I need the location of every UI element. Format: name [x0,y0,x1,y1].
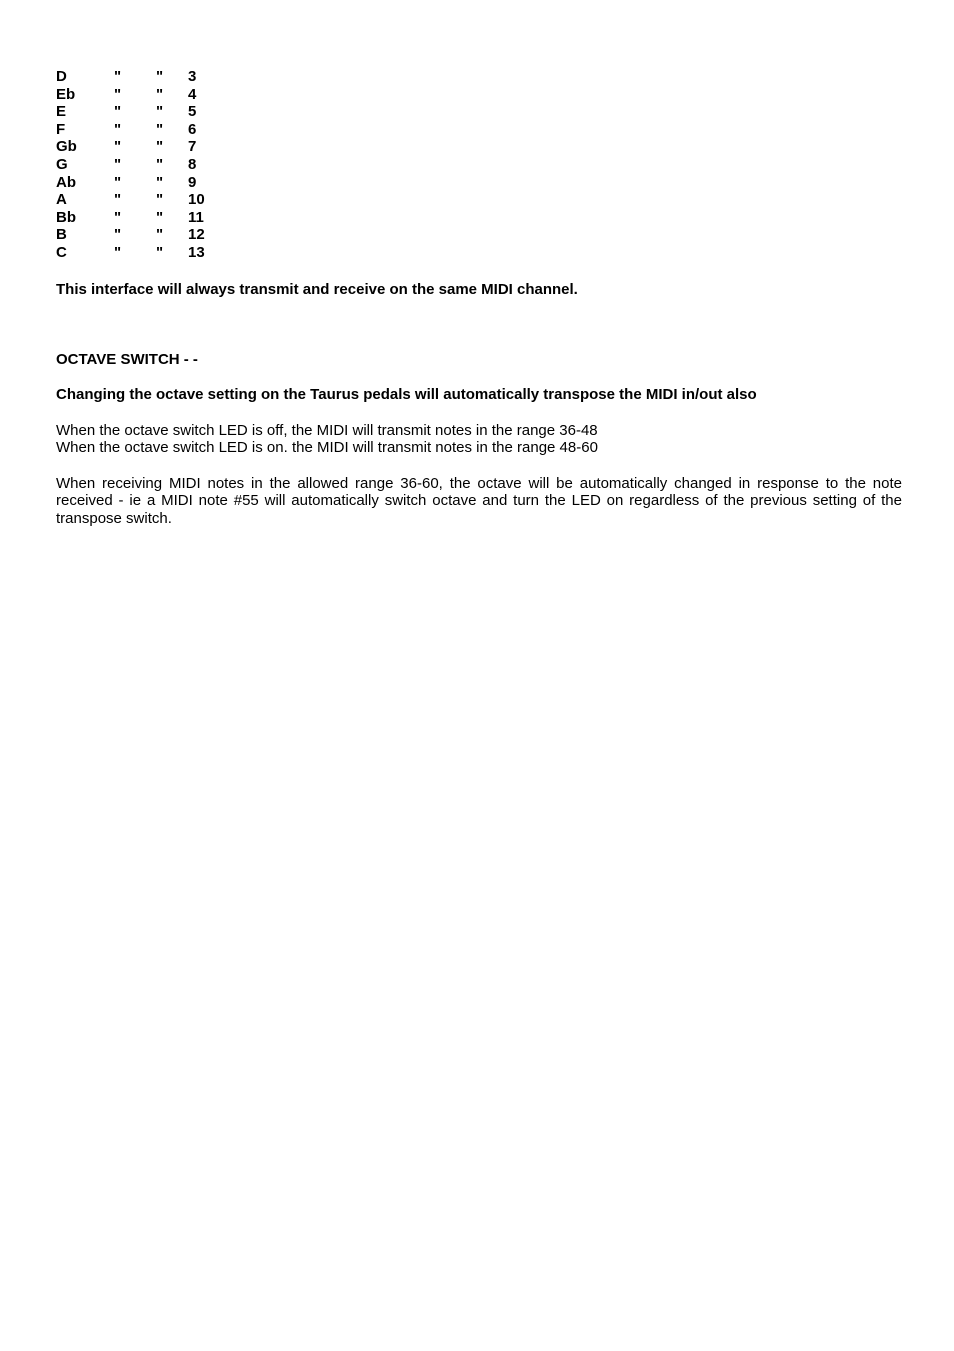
channel-number: 10 [188,191,205,209]
table-row [56,156,228,174]
section-heading: OCTAVE SWITCH - - [56,350,198,368]
ditto-mark: " [114,155,122,173]
channel-number: 9 [188,173,197,191]
table-row [56,138,228,156]
table-row [56,68,228,86]
ditto-mark: " [114,208,122,226]
note-channel-table [56,68,228,262]
document-page [56,68,902,527]
channel-number: 4 [188,85,197,103]
note-name: C [56,243,67,261]
table-row [56,191,228,209]
led-on-line: When the octave switch LED is on. the MIDI will transmit notes in the range 48-60 [56,439,598,457]
note-name: F [56,120,66,138]
ditto-mark: " [114,103,122,121]
note-name: D [56,68,67,85]
ditto-mark: " [156,173,164,191]
ditto-mark: " [114,85,122,103]
note-name: Gb [56,138,77,156]
ditto-mark: " [156,191,164,209]
channel-number: 13 [188,243,205,261]
note-name: E [56,103,67,121]
note-name: Ab [56,173,76,191]
octave-intro-text: Changing the octave setting on the Taurus pedals will automatically transpose the MIDI in/out also [56,385,757,403]
ditto-mark: " [156,68,164,85]
receive-paragraph: When receiving MIDI notes in the allowed range 36-60, the octave will be automatically changed in response to the note received - ie a MIDI note #55 will automatically switch octave and turn the LED on regardless of the previous setting of the transpose switch. [56,474,902,527]
table-row [56,121,228,139]
channel-sentence: This interface will always transmit and receive on the same MIDI channel. [56,280,578,298]
ditto-mark: " [156,155,164,173]
note-name: Eb [56,85,76,103]
note-name: B [56,226,67,244]
ditto-mark: " [114,226,122,244]
ditto-mark: " [156,243,164,261]
table-row [56,174,228,192]
channel-number: 7 [188,138,197,156]
channel-number: 5 [188,103,197,121]
table-row [56,86,228,104]
ditto-mark: " [114,138,122,156]
ditto-mark: " [114,243,122,261]
channel-number: 8 [188,155,197,173]
channel-number: 6 [188,120,197,138]
channel-number: 11 [188,208,204,226]
channel-number: 3 [188,68,197,85]
ditto-mark: " [156,120,164,138]
note-name: Bb [56,208,76,226]
table-row [56,209,228,227]
table-row [56,244,228,262]
table-row [56,226,228,244]
note-name: G [56,155,68,173]
table-row [56,103,228,121]
led-off-line: When the octave switch LED is off, the MIDI will transmit notes in the range 36-48 [56,421,598,439]
led-description [56,422,902,457]
ditto-mark: " [156,208,164,226]
ditto-mark: " [114,191,122,209]
ditto-mark: " [156,85,164,103]
ditto-mark: " [114,68,122,85]
ditto-mark: " [114,120,122,138]
ditto-mark: " [156,138,164,156]
note-name: A [56,191,67,209]
ditto-mark: " [114,173,122,191]
channel-number: 12 [188,226,205,244]
ditto-mark: " [156,103,164,121]
ditto-mark: " [156,226,164,244]
